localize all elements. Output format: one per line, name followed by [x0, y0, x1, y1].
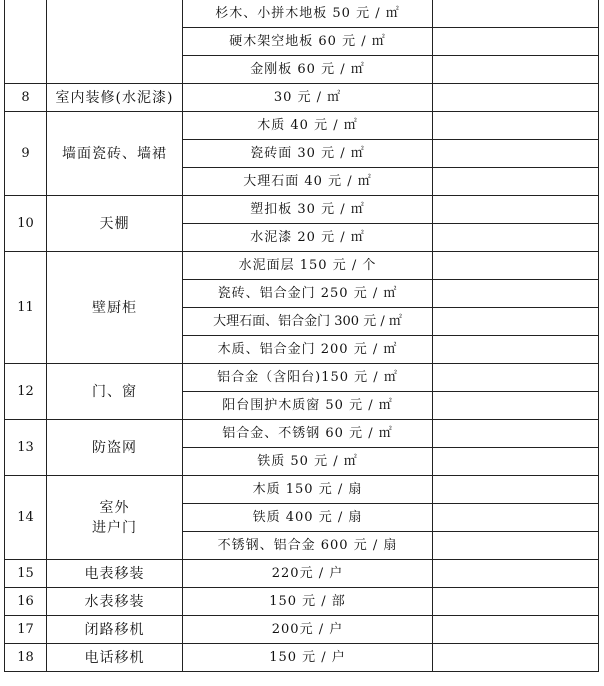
table-row — [5, 616, 599, 644]
row-number: 8 — [5, 84, 47, 112]
item-name: 闭路移机 — [47, 616, 183, 644]
standard-cell: 大理石面 40 元 / ㎡ — [183, 168, 433, 196]
remarks-cell — [433, 420, 599, 448]
remarks-cell — [433, 252, 599, 280]
table-row — [5, 112, 599, 140]
standard-cell: 铝合金、不锈钢 60 元 / ㎡ — [183, 420, 433, 448]
remarks-cell — [433, 392, 599, 420]
table-row — [5, 588, 599, 616]
remarks-cell — [433, 140, 599, 168]
standard-cell: 金刚板 60 元 / ㎡ — [183, 56, 433, 84]
standard-cell: 铁质 50 元 / ㎡ — [183, 448, 433, 476]
row-number: 9 — [5, 112, 47, 196]
remarks-cell — [433, 0, 599, 28]
table-row — [5, 84, 599, 112]
remarks-cell — [433, 476, 599, 504]
row-number: 18 — [5, 644, 47, 672]
item-name: 防盗网 — [47, 420, 183, 476]
standard-cell: 木质 150 元 / 扇 — [183, 476, 433, 504]
item-name: 壁厨柜 — [47, 252, 183, 364]
standard-cell: 铝合金（含阳台)150 元 / ㎡ — [183, 364, 433, 392]
standard-cell: 瓷砖面 30 元 / ㎡ — [183, 140, 433, 168]
table-row — [5, 252, 599, 280]
row-number: 12 — [5, 364, 47, 420]
table-row — [5, 560, 599, 588]
item-name — [47, 476, 183, 560]
remarks-cell — [433, 364, 599, 392]
standard-cell: 200元 / 户 — [183, 616, 433, 644]
standard-cell: 水泥面层 150 元 / 个 — [183, 252, 433, 280]
remarks-cell — [433, 504, 599, 532]
row-number — [5, 0, 47, 84]
item-name — [47, 0, 183, 84]
standard-cell: 硬木架空地板 60 元 / ㎡ — [183, 28, 433, 56]
row-number: 16 — [5, 588, 47, 616]
standard-cell: 大理石面、铝合金门 300 元 / ㎡ — [183, 308, 433, 336]
remarks-cell — [433, 560, 599, 588]
row-number: 13 — [5, 420, 47, 476]
standard-cell: 不锈钢、铝合金 600 元 / 扇 — [183, 532, 433, 560]
compensation-standards-table — [4, 0, 599, 672]
row-number: 11 — [5, 252, 47, 364]
standard-cell: 杉木、小拼木地板 50 元 / ㎡ — [183, 0, 433, 28]
table-row — [5, 420, 599, 448]
standard-cell: 木质、铝合金门 200 元 / ㎡ — [183, 336, 433, 364]
remarks-cell — [433, 280, 599, 308]
standard-cell: 150 元 / 部 — [183, 588, 433, 616]
item-name-line: 室外 — [99, 499, 130, 516]
item-name: 电表移装 — [47, 560, 183, 588]
remarks-cell — [433, 448, 599, 476]
item-name: 电话移机 — [47, 644, 183, 672]
table-row — [5, 644, 599, 672]
remarks-cell — [433, 644, 599, 672]
remarks-cell — [433, 84, 599, 112]
remarks-cell — [433, 28, 599, 56]
item-name: 室内装修(水泥漆) — [47, 84, 183, 112]
item-name-line: 进户门 — [92, 519, 137, 536]
standard-cell: 铁质 400 元 / 扇 — [183, 504, 433, 532]
item-name: 门、窗 — [47, 364, 183, 420]
standard-cell: 塑扣板 30 元 / ㎡ — [183, 196, 433, 224]
remarks-cell — [433, 616, 599, 644]
standard-cell: 30 元 / ㎡ — [183, 84, 433, 112]
item-name: 水表移装 — [47, 588, 183, 616]
row-number: 15 — [5, 560, 47, 588]
item-name: 墙面瓷砖、墙裙 — [47, 112, 183, 196]
remarks-cell — [433, 224, 599, 252]
standard-cell: 220元 / 户 — [183, 560, 433, 588]
remarks-cell — [433, 196, 599, 224]
table-row — [5, 476, 599, 504]
row-number: 10 — [5, 196, 47, 252]
remarks-cell — [433, 168, 599, 196]
row-number: 14 — [5, 476, 47, 560]
row-number: 17 — [5, 616, 47, 644]
table-row — [5, 364, 599, 392]
standard-cell: 阳台围护木质窗 50 元 / ㎡ — [183, 392, 433, 420]
standard-cell: 木质 40 元 / ㎡ — [183, 112, 433, 140]
remarks-cell — [433, 336, 599, 364]
item-name: 天棚 — [47, 196, 183, 252]
remarks-cell — [433, 532, 599, 560]
remarks-cell — [433, 588, 599, 616]
table-row — [5, 196, 599, 224]
standard-cell: 水泥漆 20 元 / ㎡ — [183, 224, 433, 252]
remarks-cell — [433, 112, 599, 140]
remarks-cell — [433, 56, 599, 84]
remarks-cell — [433, 308, 599, 336]
standard-cell: 瓷砖、铝合金门 250 元 / ㎡ — [183, 280, 433, 308]
table-row — [5, 0, 599, 28]
standard-cell: 150 元 / 户 — [183, 644, 433, 672]
